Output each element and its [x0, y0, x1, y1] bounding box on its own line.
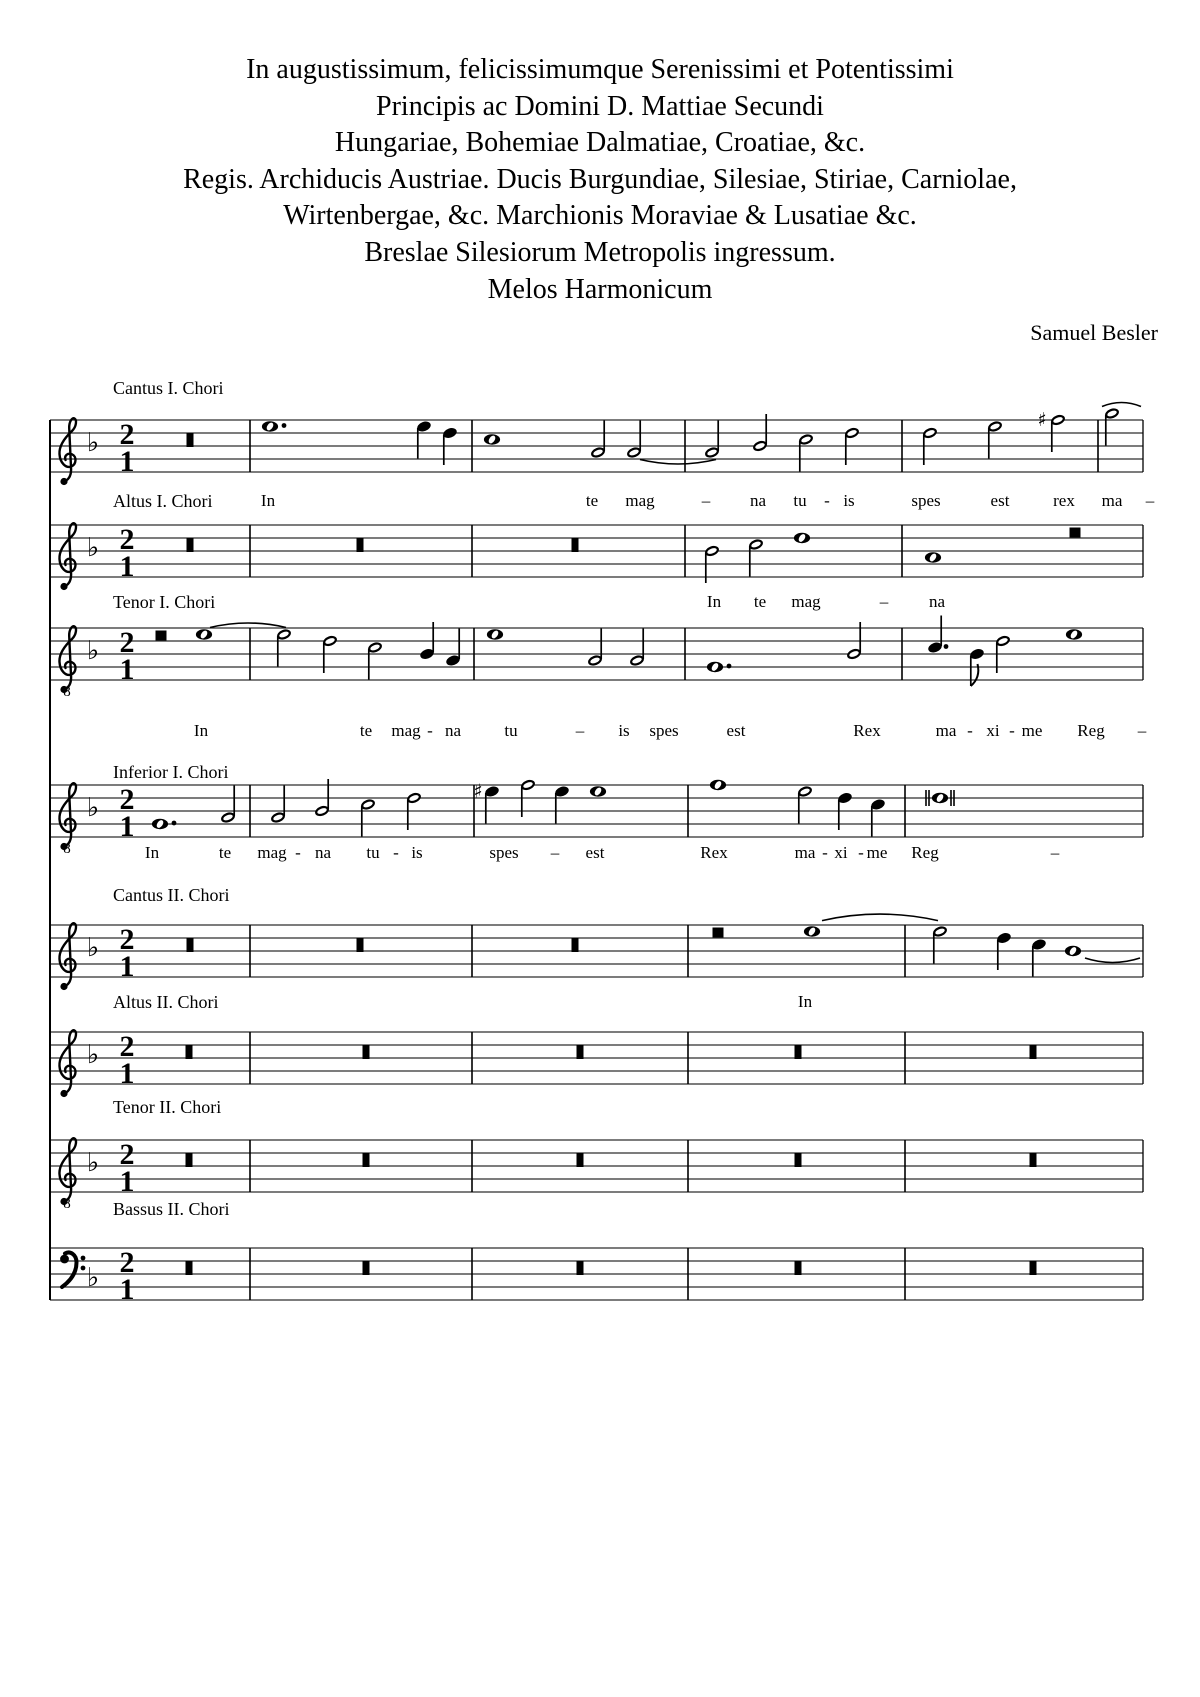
- staff-label-1: Cantus I. Chori: [113, 378, 224, 398]
- lyric-syllable: ma: [935, 721, 957, 740]
- staff-label-4: Inferior I. Chori: [113, 762, 229, 782]
- lyric-syllable: te: [753, 592, 767, 611]
- lyric-syllable: Reg: [911, 843, 939, 862]
- lyric-syllable: In: [144, 843, 160, 862]
- title-line-3: Hungariae, Bohemiae Dalmatiae, Croatiae, &c.: [334, 127, 866, 159]
- staff-label-5: Cantus II. Chori: [113, 885, 230, 905]
- lyric-syllable: mag: [791, 592, 821, 611]
- flat-icon: ♭: [86, 533, 100, 563]
- time-sig-lower: 1: [119, 653, 135, 686]
- lyric-syllable: na: [314, 843, 332, 862]
- lyric-syllable: –: [879, 592, 889, 611]
- lyric-syllable: na: [749, 491, 767, 510]
- time-sig-lower: 1: [119, 950, 135, 983]
- lyric-syllable: -: [858, 843, 864, 862]
- lyric-syllable: spes: [489, 843, 519, 862]
- lyric-syllable: te: [218, 843, 232, 862]
- lyric-syllable: na: [928, 592, 946, 611]
- lyric-syllable: est: [585, 843, 605, 862]
- lyric-syllable: est: [726, 721, 746, 740]
- time-sig-upper: 2: [119, 626, 135, 659]
- lyric-syllable: –: [701, 491, 711, 510]
- time-sig-upper: 2: [119, 1246, 135, 1279]
- lyric-syllable: –: [550, 843, 560, 862]
- lyric-syllable: Rex: [853, 721, 881, 740]
- lyric-syllable: is: [618, 721, 630, 740]
- lyric-syllable: –: [1050, 843, 1060, 862]
- lyric-syllable: ma: [794, 843, 816, 862]
- lyric-syllable: In: [797, 992, 813, 1011]
- time-sig-lower: 1: [119, 445, 135, 478]
- lyric-syllable: xi: [986, 721, 1000, 740]
- sharp-icon: ♯: [1037, 409, 1047, 431]
- lyric-syllable: In: [193, 721, 209, 740]
- lyric-syllable: –: [1145, 491, 1155, 510]
- time-sig-lower: 1: [119, 550, 135, 583]
- octave-8-mark: 8: [63, 684, 71, 700]
- lyric-syllable: is: [843, 491, 855, 510]
- lyric-syllable: xi: [834, 843, 848, 862]
- lyric-syllable: –: [1137, 721, 1147, 740]
- lyric-syllable: -: [393, 843, 399, 862]
- title-line-7: Melos Harmonicum: [487, 273, 713, 305]
- lyric-syllable: spes: [911, 491, 941, 510]
- staff-label-2: Altus I. Chori: [113, 491, 213, 511]
- lyric-syllable: ma: [1101, 491, 1123, 510]
- lyric-syllable: tu: [793, 491, 807, 510]
- time-sig-upper: 2: [119, 523, 135, 556]
- lyric-syllable: -: [427, 721, 433, 740]
- title-line-6: Breslae Silesiorum Metropolis ingressum.: [364, 236, 836, 268]
- lyric-syllable: tu: [504, 721, 518, 740]
- sharp-icon: ♯: [473, 780, 483, 803]
- staff-label-3: Tenor I. Chori: [113, 592, 216, 612]
- octave-8-mark: 8: [63, 1196, 71, 1212]
- lyric-syllable: -: [822, 843, 828, 862]
- composer-credit: Samuel Besler: [1030, 320, 1158, 345]
- lyric-syllable: Rex: [700, 843, 728, 862]
- time-sig-upper: 2: [119, 1138, 135, 1171]
- staff-label-8: Bassus II. Chori: [113, 1199, 230, 1219]
- lyric-syllable: na: [444, 721, 462, 740]
- title-line-1: In augustissimum, felicissimumque Serenissimi et Potentissimi: [246, 54, 954, 85]
- time-sig-lower: 1: [119, 810, 135, 843]
- lyric-syllable: In: [260, 491, 276, 510]
- lyric-syllable: est: [990, 491, 1010, 510]
- lyric-syllable: te: [359, 721, 373, 740]
- time-sig-lower: 1: [119, 1273, 135, 1306]
- lyric-syllable: -: [967, 721, 973, 740]
- flat-icon: ♭: [86, 428, 100, 458]
- title-line-5: Wirtenbergae, &c. Marchionis Moraviae & Lusatiae &c.: [283, 200, 917, 232]
- lyric-syllable: In: [706, 592, 722, 611]
- time-sig-upper: 2: [119, 923, 135, 956]
- lyric-syllable: -: [295, 843, 301, 862]
- staff-label-6: Altus II. Chori: [113, 992, 219, 1012]
- flat-icon: ♭: [86, 1263, 100, 1293]
- lyric-syllable: te: [585, 491, 599, 510]
- time-sig-lower: 1: [119, 1165, 135, 1198]
- lyric-syllable: is: [411, 843, 423, 862]
- title-line-2: Principis ac Domini D. Mattiae Secundi: [376, 90, 824, 122]
- flat-icon: ♭: [86, 636, 100, 666]
- time-sig-upper: 2: [119, 418, 135, 451]
- lyric-syllable: me: [1021, 721, 1043, 740]
- time-sig-upper: 2: [119, 783, 135, 816]
- title-line-4: Regis. Archiducis Austriae. Ducis Burgundiae, Silesiae, Stiriae, Carniolae,: [183, 163, 1017, 195]
- lyric-syllable: spes: [649, 721, 679, 740]
- lyric-syllable: mag: [625, 491, 655, 510]
- time-sig-upper: 2: [119, 1030, 135, 1063]
- lyric-syllable: Reg: [1077, 721, 1105, 740]
- staff-label-7: Tenor II. Chori: [113, 1097, 222, 1117]
- lyric-syllable: tu: [366, 843, 380, 862]
- octave-8-mark: 8: [63, 841, 71, 857]
- flat-icon: ♭: [86, 933, 100, 963]
- flat-icon: ♭: [86, 793, 100, 823]
- lyric-syllable: -: [824, 491, 830, 510]
- time-sig-lower: 1: [119, 1057, 135, 1090]
- lyric-syllable: rex: [1053, 491, 1075, 510]
- lyric-syllable: mag: [257, 843, 287, 862]
- lyric-syllable: me: [866, 843, 888, 862]
- lyric-syllable: -: [1009, 721, 1015, 740]
- lyric-syllable: mag: [391, 721, 421, 740]
- flat-icon: ♭: [86, 1040, 100, 1070]
- flat-icon: ♭: [86, 1148, 100, 1178]
- lyric-syllable: –: [575, 721, 585, 740]
